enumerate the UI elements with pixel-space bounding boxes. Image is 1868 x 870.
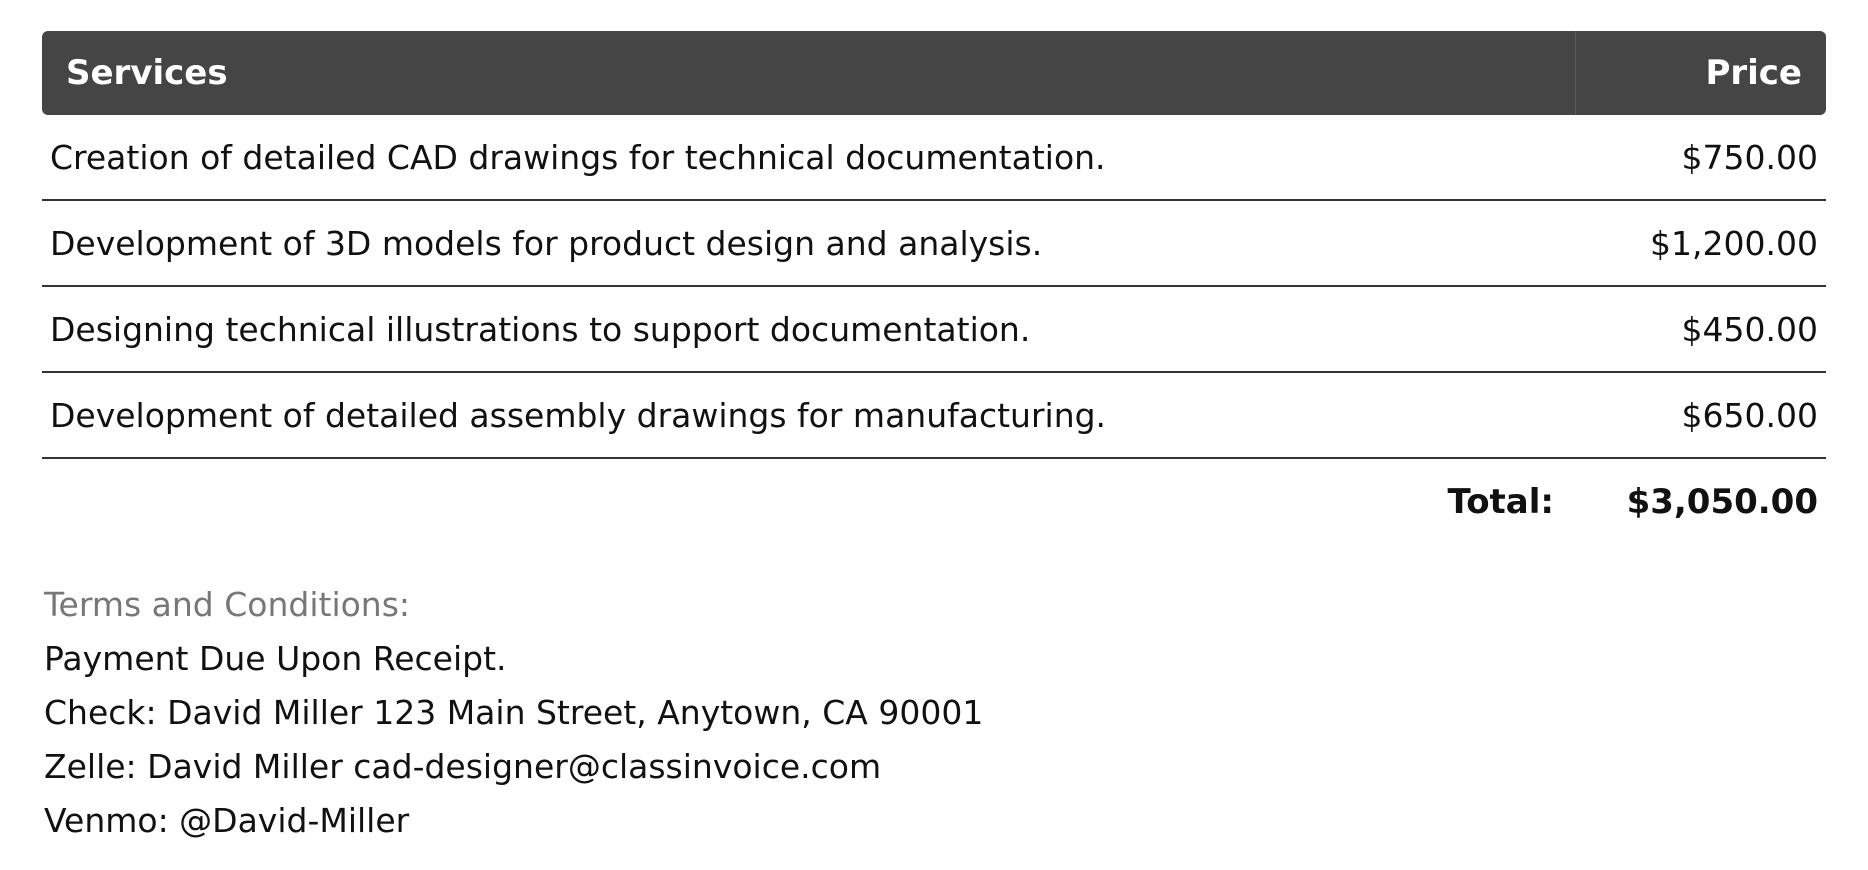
- service-price: $1,200.00: [1650, 223, 1818, 263]
- service-price: $750.00: [1681, 137, 1818, 177]
- total-label: Total:: [1447, 482, 1554, 522]
- services-table: [42, 31, 1826, 545]
- total-row: [42, 459, 1826, 545]
- table-row: [42, 373, 1826, 459]
- service-description: Designing technical illustrations to support documentation.: [50, 309, 1031, 349]
- total-value: $3,050.00: [1626, 482, 1818, 522]
- check-payment-line: Check: David Miller 123 Main Street, Anytown, CA 90001: [44, 693, 984, 732]
- table-row: [42, 287, 1826, 373]
- service-description: Development of 3D models for product design and analysis.: [50, 223, 1043, 263]
- zelle-payment-line: Zelle: David Miller cad-designer@classinvoice.com: [44, 747, 882, 786]
- price-column-header: Price: [1705, 53, 1802, 93]
- payment-terms-line: Payment Due Upon Receipt.: [44, 639, 507, 678]
- service-description: Development of detailed assembly drawings for manufacturing.: [50, 395, 1107, 435]
- services-column-header: Services: [42, 31, 1576, 115]
- table-row: [42, 115, 1826, 201]
- service-description: Creation of detailed CAD drawings for technical documentation.: [50, 137, 1106, 177]
- service-price: $650.00: [1681, 395, 1818, 435]
- table-row: [42, 201, 1826, 287]
- terms-section: [44, 578, 983, 848]
- terms-heading: Terms and Conditions:: [44, 585, 411, 624]
- table-header: [42, 31, 1826, 115]
- venmo-payment-line: Venmo: @David-Miller: [44, 801, 410, 840]
- service-price: $450.00: [1681, 309, 1818, 349]
